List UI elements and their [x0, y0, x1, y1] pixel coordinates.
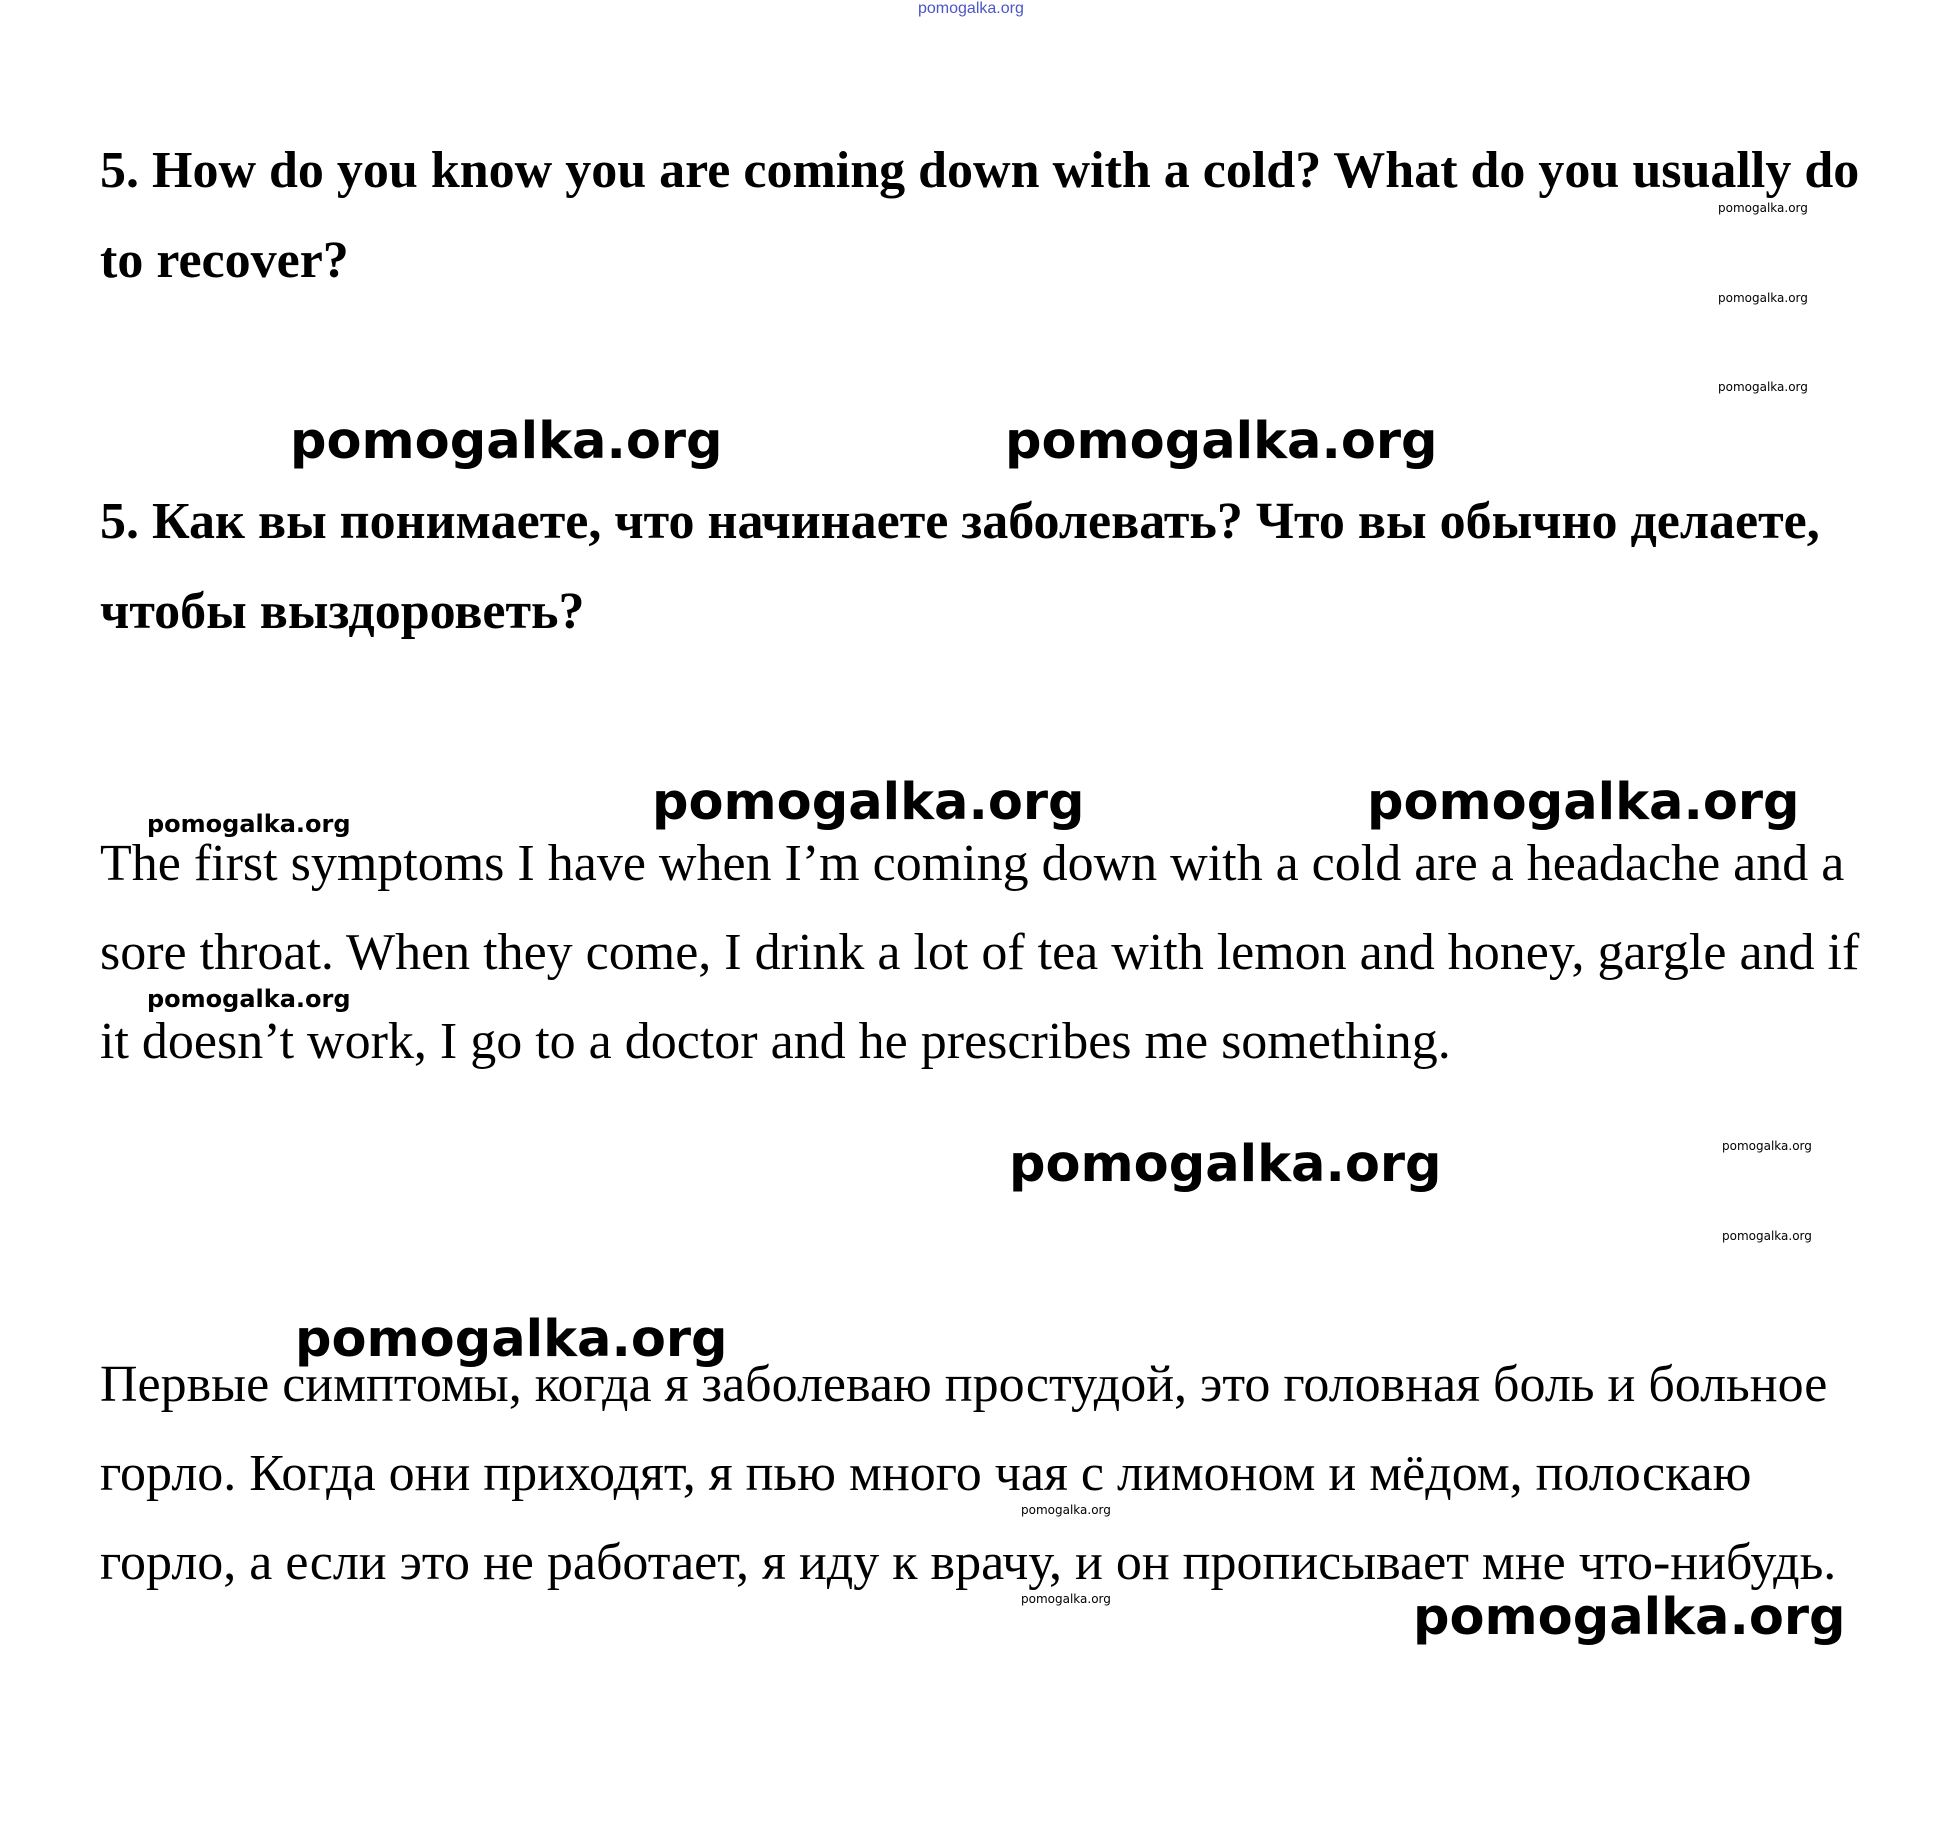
answer-russian: Первые симптомы, когда я заболеваю простудой, это головная боль и больное горло. Когда они приходят, я пью много чая с лимоном и мёдом, полоскаю горло, а если это не работает, я иду к врачу, и он прописывает мне что-нибудь. [100, 1356, 1837, 1591]
watermark: pomogalka.org [290, 412, 723, 471]
watermark: pomogalka.org [295, 1310, 728, 1369]
question-english: 5. How do you know you are coming down with a cold? What do you usually do to recover? [100, 142, 1860, 289]
watermark: pomogalka.org [1722, 1139, 1812, 1153]
watermark: pomogalka.org [1021, 1503, 1111, 1517]
watermark: pomogalka.org [147, 810, 351, 838]
watermark: pomogalka.org [1009, 1135, 1442, 1194]
watermark: pomogalka.org [1722, 1229, 1812, 1243]
question-russian: 5. Как вы понимаете, что начинаете заболевать? Что вы обычно делаете, чтобы выздороветь? [100, 493, 1820, 640]
site-link[interactable]: pomogalka.org [918, 0, 1024, 17]
watermark: pomogalka.org [1005, 412, 1438, 471]
watermark: pomogalka.org [652, 773, 1085, 832]
watermark: pomogalka.org [1367, 773, 1800, 832]
watermark: pomogalka.org [1718, 291, 1808, 305]
watermark: pomogalka.org [147, 985, 351, 1013]
watermark: pomogalka.org [1718, 201, 1808, 215]
watermark: pomogalka.org [1021, 1592, 1111, 1606]
answer-english: The first symptoms I have when I’m coming down with a cold are a headache and a sore throat. When they come, I drink a lot of tea with lemon and honey, gargle and if it doesn’t work, I go to a doctor and he prescribes me something. [100, 835, 1860, 1070]
watermark: pomogalka.org [1413, 1588, 1846, 1647]
watermark: pomogalka.org [1718, 380, 1808, 394]
